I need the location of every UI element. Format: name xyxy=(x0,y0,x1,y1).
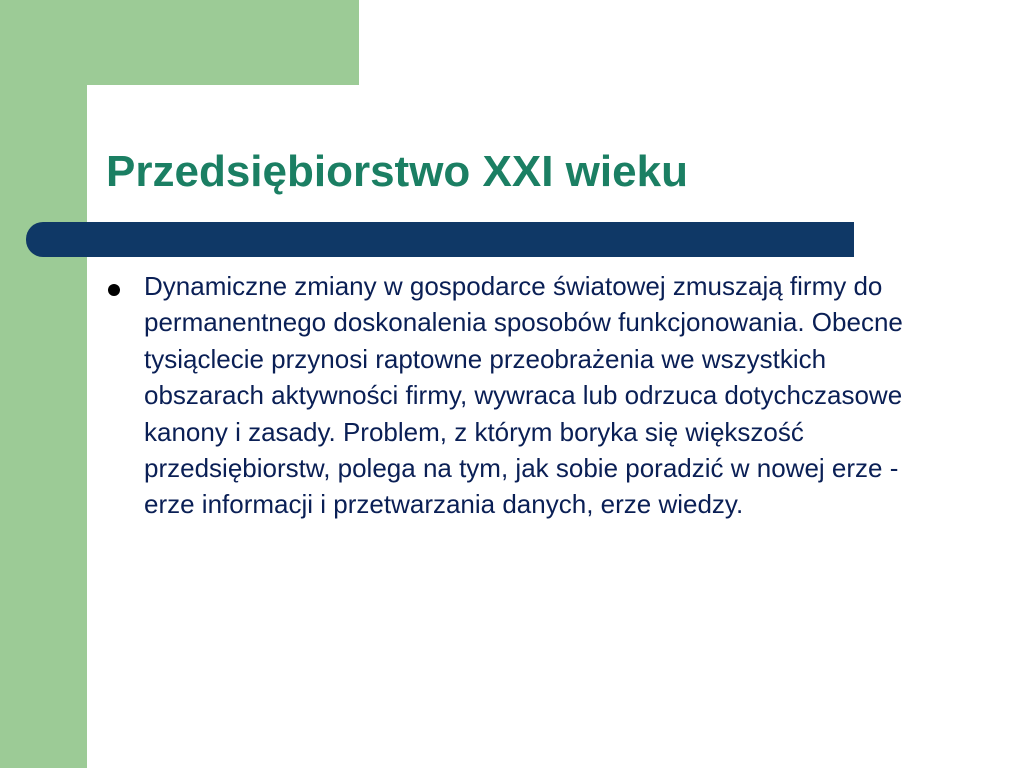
top-green-block xyxy=(0,0,359,85)
slide-title: Przedsiębiorstwo XXI wieku xyxy=(106,147,688,196)
title-underline-bar xyxy=(26,222,854,257)
bullet-text: Dynamiczne zmiany w gospodarce światowej zmuszają firmy do permanentnego doskonalenia sposobów funkcjonowania. Obecne tysiąclecie przynosi raptowne przeobrażenia we wszystkich obszarach aktywności firmy, wywraca lub odrzuca dotychczasowe kanony i zasady. Problem, z którym boryka się większość przedsiębiorstw, polega na tym, jak sobie poradzić w nowej erze - erze informacji i przetwarzania danych, erze wiedzy. xyxy=(144,271,903,520)
bullet-dot-icon xyxy=(108,284,120,296)
left-green-strip xyxy=(0,0,87,768)
